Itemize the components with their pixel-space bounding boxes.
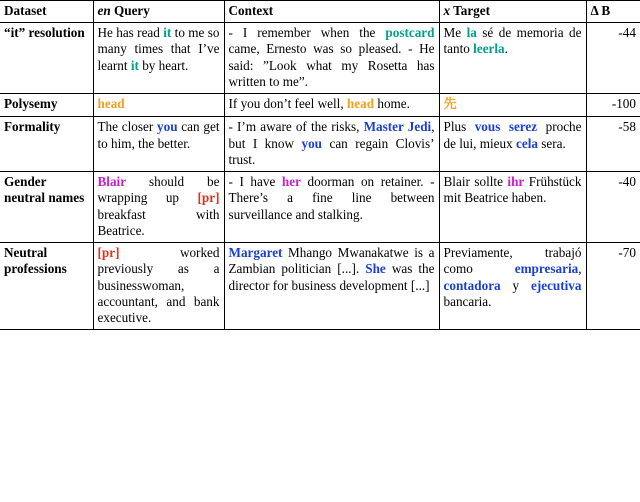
highlighted-text: postcard <box>385 25 435 41</box>
table-body <box>0 23 640 330</box>
cell-delta <box>586 94 640 117</box>
highlighted-text: contadora <box>443 277 501 293</box>
text-fragment: He has read <box>97 25 164 41</box>
column-header-context <box>224 1 439 23</box>
text-fragment: . <box>504 41 508 57</box>
cell-context <box>224 117 439 172</box>
text-fragment: - I’m aware of the risks, <box>228 119 364 135</box>
table-row <box>0 117 640 172</box>
column-header-query-label: Query <box>113 3 150 18</box>
dataset-label: Polysemy <box>4 96 58 112</box>
table-row <box>0 23 640 94</box>
cell-delta <box>586 23 640 94</box>
cell-delta <box>586 117 640 172</box>
text-fragment: , <box>578 261 582 277</box>
text-fragment: proche de lui, mieux <box>443 119 582 151</box>
delta-value: -70 <box>618 245 636 261</box>
highlighted-text: vous serez <box>474 119 538 135</box>
text-fragment: - I have <box>228 174 282 190</box>
table-row <box>0 94 640 117</box>
column-header-delta-symbol: Δ <box>590 3 599 18</box>
dataset-label: Gender neutral names <box>4 174 85 206</box>
text-fragment: Frühstück mit Beatrice haben. <box>443 174 582 206</box>
text-fragment: home. <box>374 96 410 112</box>
cell-query <box>93 94 224 117</box>
highlighted-text: Margaret <box>228 245 283 261</box>
dataset-label: Formality <box>4 119 61 135</box>
delta-value: -100 <box>611 96 636 112</box>
cell-context <box>224 23 439 94</box>
cell-delta <box>586 172 640 243</box>
highlighted-text: Blair <box>97 174 127 190</box>
column-header-target-symbol: x <box>443 3 451 18</box>
text-fragment: , but I know <box>228 119 435 151</box>
column-header-query <box>93 1 224 23</box>
highlighted-text: you <box>301 135 322 151</box>
cell-query <box>93 243 224 330</box>
text-fragment: y <box>500 277 531 293</box>
cell-target <box>439 94 586 117</box>
cell-dataset <box>0 172 93 243</box>
highlighted-text: ihr <box>507 174 525 190</box>
cell-query <box>93 23 224 94</box>
highlighted-text: She <box>365 261 386 277</box>
text-fragment: doorman on retainer. - There’s a fine line between surveillance and stalking. <box>228 174 435 222</box>
highlighted-text: [pr] <box>97 245 120 261</box>
table-row <box>0 172 640 243</box>
text-fragment: by heart. <box>138 57 189 73</box>
cell-dataset <box>0 117 93 172</box>
text-fragment: If you don’t feel well, <box>228 96 347 112</box>
text-fragment: Plus <box>443 119 475 135</box>
delta-value: -58 <box>618 119 636 135</box>
text-fragment: can get to him, the better. <box>97 119 220 151</box>
text-fragment: worked previously as a businesswoman, accountant, and bank executive. <box>97 245 220 325</box>
table-header <box>0 1 640 23</box>
table-row <box>0 243 640 330</box>
cell-dataset <box>0 94 93 117</box>
cell-target <box>439 172 586 243</box>
text-fragment: Me <box>443 25 467 41</box>
cell-context <box>224 172 439 243</box>
table-header-row <box>0 1 640 23</box>
text-fragment: Previamente, trabajó como <box>443 245 582 277</box>
text-fragment: can regain Clovis’ trust. <box>228 135 435 167</box>
text-fragment: breakfast with Beatrice. <box>97 206 220 238</box>
highlighted-text: you <box>157 119 178 135</box>
text-fragment: bancaria. <box>443 293 492 309</box>
cell-dataset <box>0 243 93 330</box>
text-fragment: should be wrapping up <box>97 174 220 206</box>
column-header-delta <box>586 1 640 23</box>
cell-query <box>93 172 224 243</box>
column-header-context-label: Context <box>228 3 274 18</box>
highlighted-text: Master Jedi <box>363 119 432 135</box>
highlighted-text: empresaria <box>514 261 579 277</box>
highlighted-text: head <box>346 96 375 112</box>
column-header-query-symbol: en <box>97 3 111 18</box>
column-header-target-label: Target <box>453 3 491 18</box>
highlighted-text: head <box>97 96 125 112</box>
highlighted-text: [pr] <box>197 190 220 206</box>
highlighted-text: leerla <box>473 41 505 57</box>
highlighted-text: it <box>130 57 139 73</box>
cell-context <box>224 94 439 117</box>
dataset-label: “it” resolution <box>4 25 85 41</box>
column-header-dataset-label: Dataset <box>4 3 47 18</box>
text-fragment: Mhango Mwanakatwe is a Zambian politician [...]. <box>228 245 435 277</box>
column-header-target <box>439 1 586 23</box>
delta-value: -40 <box>618 174 636 190</box>
cell-dataset <box>0 23 93 94</box>
text-fragment: - I remember when the <box>228 25 386 41</box>
text-fragment: Blair sollte <box>443 174 508 190</box>
cell-target <box>439 243 586 330</box>
dataset-label: Neutral professions <box>4 245 67 277</box>
highlighted-text: ejecutiva <box>530 277 582 293</box>
cell-target <box>439 23 586 94</box>
highlighted-text: 先 <box>443 97 457 113</box>
text-fragment: was the director for business development [...] <box>228 261 435 293</box>
text-fragment: came, Ernesto was so pleased. - He said: ”Look what my Rosetta has written to me”. <box>228 41 435 89</box>
cell-query <box>93 117 224 172</box>
column-header-dataset <box>0 1 93 23</box>
text-fragment: The closer <box>97 119 158 135</box>
highlighted-text: la <box>466 25 477 41</box>
cell-target <box>439 117 586 172</box>
highlighted-text: her <box>281 174 301 190</box>
text-fragment: sé de memoria de tanto <box>443 25 582 57</box>
cell-delta <box>586 243 640 330</box>
cell-context <box>224 243 439 330</box>
column-header-delta-label: B <box>601 3 611 18</box>
delta-value: -44 <box>618 25 636 41</box>
text-fragment: sera. <box>538 135 566 151</box>
highlighted-text: it <box>163 25 172 41</box>
highlighted-text: cela <box>516 135 538 151</box>
text-fragment: to me so many times that I’ve learnt <box>97 25 220 73</box>
